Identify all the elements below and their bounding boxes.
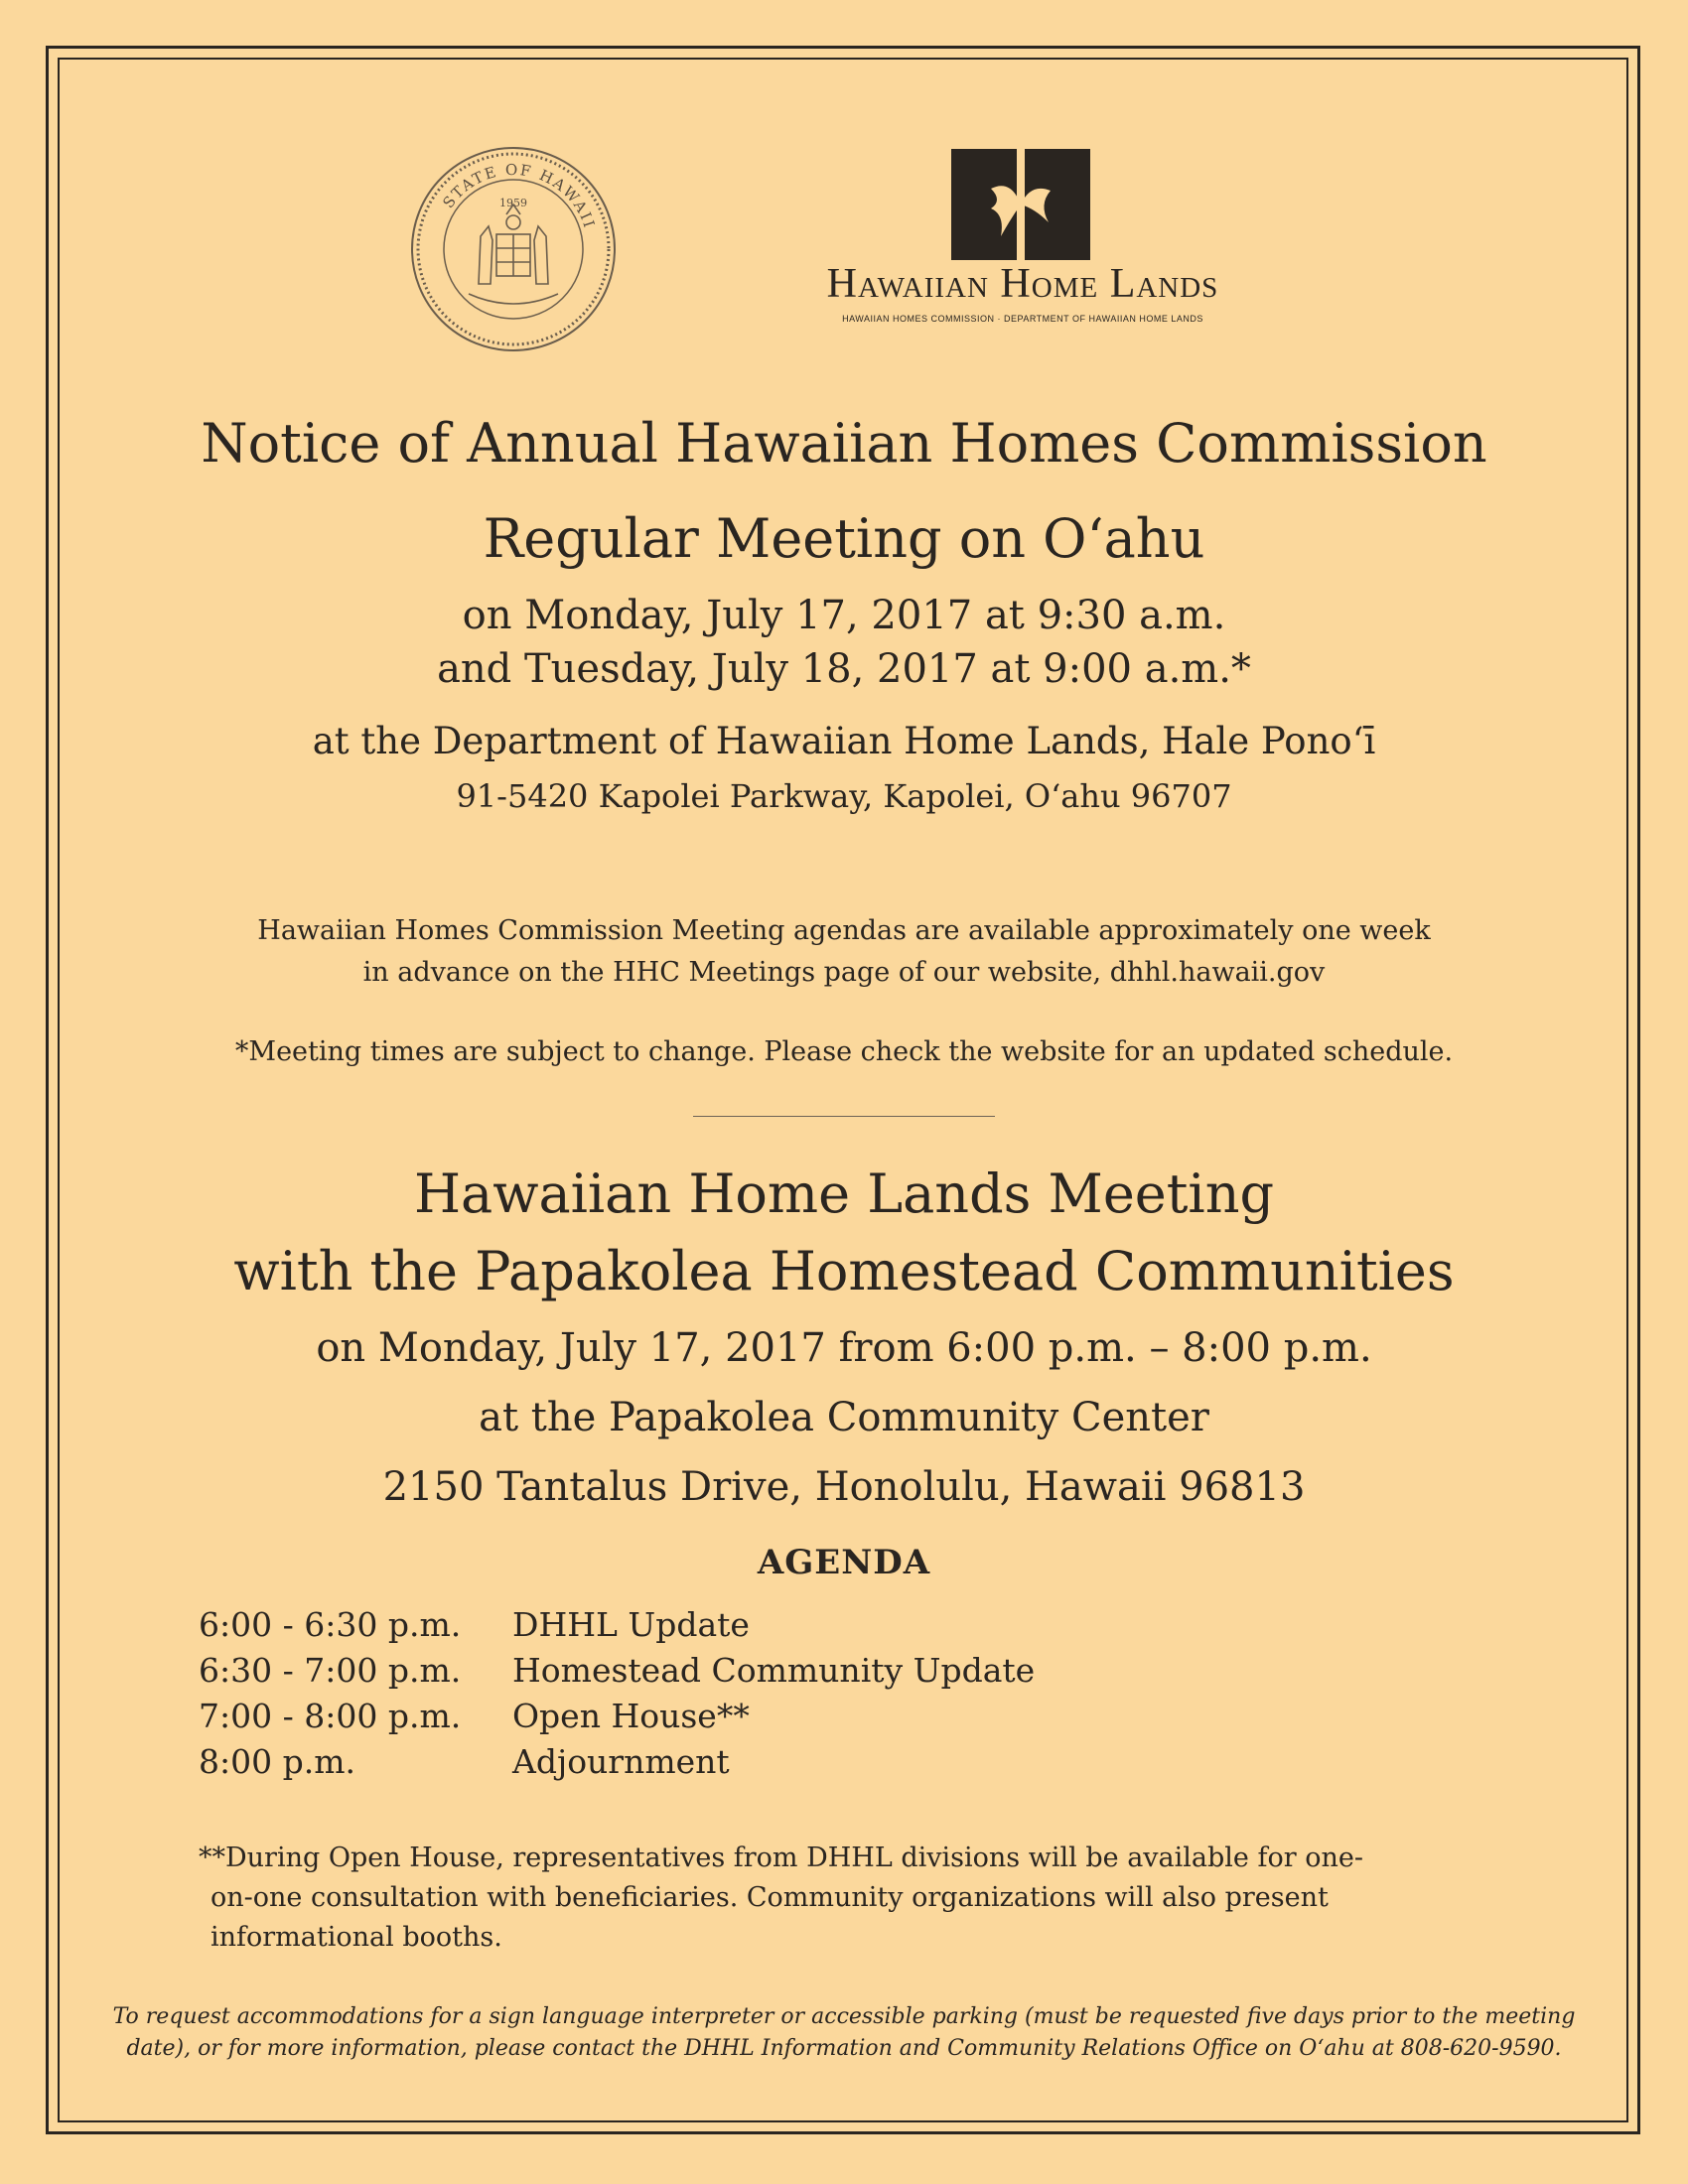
open-house-note <box>199 1839 1489 1958</box>
agenda-activity: Adjournment <box>512 1742 730 1781</box>
agenda-activity: Open House** <box>512 1697 750 1735</box>
community-title-line1: Hawaiian Home Lands Meeting <box>413 1162 1275 1225</box>
agenda-list <box>199 1602 1192 1785</box>
community-address: 2150 Tantalus Drive, Honolulu, Hawaii 96813 <box>382 1464 1306 1510</box>
open-house-note-line2: on-one consultation with beneficiaries. Community organizations will also present <box>211 1882 1329 1913</box>
agenda-item <box>199 1739 1192 1785</box>
hhl-logo-name: Hawaiian Home Lands <box>826 261 1219 307</box>
hhl-logo-tagline: HAWAIIAN HOMES COMMISSION · DEPARTMENT OF HAWAIIAN HOME LANDS <box>842 314 1203 324</box>
agenda-title: AGENDA <box>757 1543 931 1582</box>
agenda-time: 6:00 - 6:30 p.m. <box>199 1605 462 1644</box>
agenda-item <box>199 1648 1192 1694</box>
agenda-info-line1: Hawaiian Homes Commission Meeting agendas are available approximately one week <box>257 915 1431 946</box>
open-house-note-line1: **During Open House, representatives from DHHL divisions will be available for one- <box>199 1843 1363 1873</box>
notice-title-line2: Regular Meeting on Oʻahu <box>483 507 1205 570</box>
agenda-time: 8:00 p.m. <box>199 1742 355 1781</box>
notice-date-line2: and Tuesday, July 18, 2017 at 9:00 a.m.* <box>437 646 1251 692</box>
footer-line1: To request accommodations for a sign language interpreter or accessible parking (must be requested five days prior to the meeting <box>112 2004 1576 2029</box>
agenda-item <box>199 1694 1192 1739</box>
agenda-info-line2: in advance on the HHC Meetings page of our website, dhhl.hawaii.gov <box>362 957 1326 988</box>
hhl-logo-mark-icon <box>951 149 1090 260</box>
agenda-time: 6:30 - 7:00 p.m. <box>199 1651 462 1690</box>
notice-date-line1: on Monday, July 17, 2017 at 9:30 a.m. <box>462 593 1226 638</box>
notice-location: at the Department of Hawaiian Home Lands, Hale Ponoʻī <box>312 720 1376 762</box>
section-divider <box>693 1116 995 1117</box>
community-date: on Monday, July 17, 2017 from 6:00 p.m. – 8:00 p.m. <box>316 1325 1372 1371</box>
footer-line2: date), or for more information, please contact the DHHL Information and Community Relations Office on Oʻahu at 808-620-9590. <box>126 2036 1562 2061</box>
state-seal-icon <box>409 145 618 353</box>
svg-text:1959: 1959 <box>499 197 527 209</box>
community-location: at the Papakolea Community Center <box>479 1395 1209 1440</box>
notice-title-line1: Notice of Annual Hawaiian Homes Commission <box>201 412 1487 475</box>
notice-address: 91-5420 Kapolei Parkway, Kapolei, Oʻahu 96707 <box>456 777 1232 815</box>
svg-text:STATE OF HAWAII: STATE OF HAWAII <box>439 160 599 232</box>
agenda-activity: Homestead Community Update <box>512 1651 1036 1690</box>
agenda-activity: DHHL Update <box>512 1605 750 1644</box>
community-title-line2: with the Papakolea Homestead Communities <box>233 1240 1455 1302</box>
accommodations-footer <box>99 2001 1589 2065</box>
agenda-time: 7:00 - 8:00 p.m. <box>199 1697 462 1735</box>
schedule-disclaimer: *Meeting times are subject to change. Please check the website for an updated schedule. <box>234 1036 1454 1067</box>
open-house-note-line3: informational booths. <box>211 1922 502 1953</box>
agenda-item <box>199 1602 1192 1648</box>
